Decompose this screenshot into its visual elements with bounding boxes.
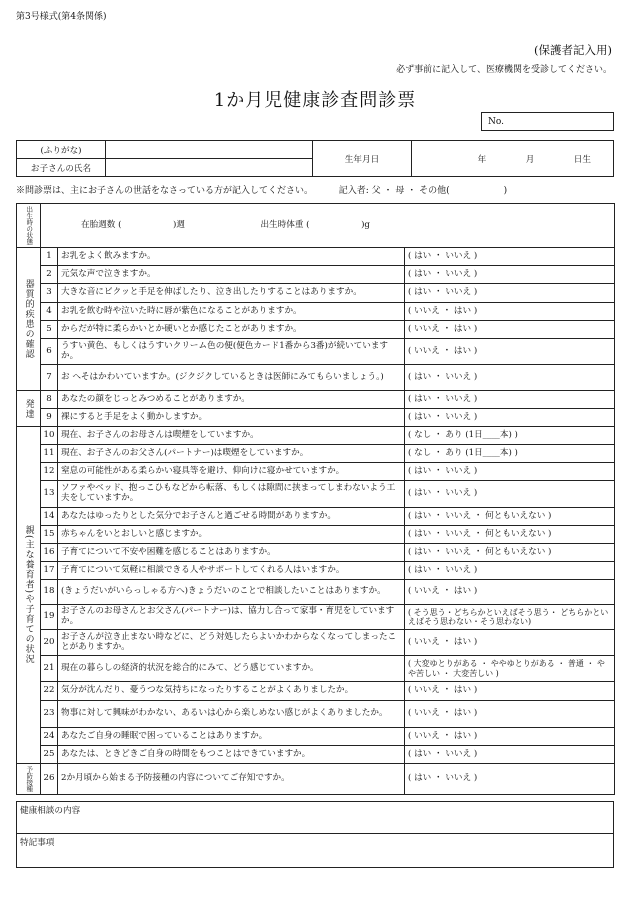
name-section: [16, 140, 614, 177]
question-text: 赤ちゃんをいとおしいと感じますか。: [58, 526, 405, 544]
question-number: 10: [41, 427, 58, 445]
question-row: [17, 445, 615, 463]
question-number: 6: [41, 339, 58, 365]
question-row: [17, 728, 615, 746]
day-label: 日生: [573, 154, 591, 165]
furigana-label: (ふりがな): [17, 141, 106, 159]
question-number: 17: [41, 562, 58, 580]
question-text: 物事に対して興味がわかない、あるいは心から楽しめない感じがよくありましたか。: [58, 701, 405, 728]
questionnaire-table: [16, 203, 615, 795]
question-row: [17, 605, 615, 630]
answer-options[interactable]: ( なし ・ あり (1日____本) ): [405, 445, 615, 463]
question-text: あなたは、ときどきご自身の時間をもつことはできていますか。: [58, 746, 405, 764]
answer-options[interactable]: ( いいえ ・ はい ): [405, 339, 615, 365]
guardian-label: (保護者記入用): [534, 43, 612, 57]
question-row: [17, 508, 615, 526]
child-name-field[interactable]: [106, 159, 313, 177]
question-text: 裸にすると手足をよく動かしますか。: [58, 409, 405, 427]
question-number: 18: [41, 580, 58, 605]
answer-options[interactable]: ( はい ・ いいえ ・ 何ともいえない ): [405, 544, 615, 562]
answer-options[interactable]: ( はい ・ いいえ ): [405, 391, 615, 409]
category-birth: 出生時の状態: [17, 204, 41, 248]
question-text: うすい黄色、もしくはうすいクリーム色の便(便色カード1番から3番)が続いていますか。: [58, 339, 405, 365]
question-row: [17, 544, 615, 562]
question-row: [17, 284, 615, 303]
answer-options[interactable]: ( そう思う・どちらかといえばそう思う・ どちらかといえばそう思わない・そう思わない): [405, 605, 615, 630]
question-number: 7: [41, 365, 58, 391]
category-organic: 器質的疾患の確認: [17, 248, 41, 391]
question-text: 現在の暮らしの経済的状況を総合的にみて、どう感じていますか。: [58, 656, 405, 682]
furigana-field[interactable]: [106, 141, 313, 159]
answer-options[interactable]: ( いいえ ・ はい ): [405, 580, 615, 605]
question-row: [17, 365, 615, 391]
answer-options[interactable]: ( はい ・ いいえ ): [405, 562, 615, 580]
answer-options[interactable]: ( はい ・ いいえ ): [405, 764, 615, 795]
question-text: 気分が沈んだり、憂うつな気持ちになったりすることがよくありましたか。: [58, 682, 405, 701]
question-row: [17, 391, 615, 409]
year-label: 年: [477, 154, 487, 165]
answer-options[interactable]: ( いいえ ・ はい ): [405, 728, 615, 746]
question-number: 14: [41, 508, 58, 526]
category-development: 発達: [17, 391, 41, 427]
question-number: 3: [41, 284, 58, 303]
question-text: お乳を飲む時や泣いた時に唇が紫色になることがありますか。: [58, 303, 405, 321]
question-number: 15: [41, 526, 58, 544]
birth-row: [17, 204, 615, 248]
question-text: からだが特に柔らかいとか硬いとか感じたことがありますか。: [58, 321, 405, 339]
question-text: 子育てについて不安や困難を感じることはありますか。: [58, 544, 405, 562]
note: ※問診票は、主にお子さんの世話をなさっている方が記入してください。: [16, 186, 314, 196]
question-number: 4: [41, 303, 58, 321]
birth-weight-field[interactable]: 出生時体重 ( )g: [260, 219, 370, 230]
writer-selector[interactable]: 記入者: 父 ・ 母 ・ その他( ): [338, 186, 508, 196]
consult-field[interactable]: [17, 802, 614, 834]
question-number: 21: [41, 656, 58, 682]
answer-options[interactable]: ( はい ・ いいえ ): [405, 284, 615, 303]
answer-options[interactable]: ( いいえ ・ はい ): [405, 630, 615, 656]
question-number: 16: [41, 544, 58, 562]
answer-options[interactable]: ( はい ・ いいえ ): [405, 248, 615, 266]
special-label: 特記事項: [20, 838, 55, 848]
page-title: 1か月児健康診査問診票: [213, 90, 417, 111]
question-row: [17, 656, 615, 682]
question-row: [17, 630, 615, 656]
answer-options[interactable]: ( はい ・ いいえ ): [405, 746, 615, 764]
answer-options[interactable]: ( 大変ゆとりがある ・ ややゆとりがある ・ 普通 ・ やや苦しい ・ 大変苦しい ): [405, 656, 615, 682]
question-number: 26: [41, 764, 58, 795]
answer-options[interactable]: ( はい ・ いいえ ): [405, 365, 615, 391]
question-number: 23: [41, 701, 58, 728]
question-text: 現在、お子さんのお母さんは喫煙をしていますか。: [58, 427, 405, 445]
question-row: [17, 321, 615, 339]
answer-options[interactable]: ( なし ・ あり (1日____本) ): [405, 427, 615, 445]
child-name-label: お子さんの氏名: [17, 159, 106, 177]
form-number: 第3号様式(第4条関係): [16, 12, 107, 22]
question-text: ソファやベッド、抱っこひもなどから転落、もしくは隙間に挟まってしまわないよう工夫をしていますか。: [58, 481, 405, 508]
question-number: 19: [41, 605, 58, 630]
question-text: お子さんのお母さんとお父さん(パートナー)は、協力し合って家事・育児をしていますか。: [58, 605, 405, 630]
question-row: [17, 746, 615, 764]
question-row: [17, 409, 615, 427]
question-row: [17, 266, 615, 284]
question-number: 5: [41, 321, 58, 339]
question-text: 子育てについて気軽に相談できる人やサポートしてくれる人はいますか。: [58, 562, 405, 580]
question-number: 1: [41, 248, 58, 266]
question-number: 8: [41, 391, 58, 409]
question-text: お乳をよく飲みますか。: [58, 248, 405, 266]
answer-options[interactable]: ( いいえ ・ はい ): [405, 682, 615, 701]
question-text: あなたの顔をじっとみつめることがありますか。: [58, 391, 405, 409]
footer-section: [16, 801, 614, 868]
question-number: 11: [41, 445, 58, 463]
question-text: 大きな音にビクッと手足を伸ばしたり、泣き出したりすることはありますか。: [58, 284, 405, 303]
question-row: [17, 303, 615, 321]
question-number: 24: [41, 728, 58, 746]
birthdate-label: 生年月日: [313, 141, 412, 177]
month-label: 月: [525, 154, 535, 165]
answer-options[interactable]: ( はい ・ いいえ ): [405, 481, 615, 508]
question-row: [17, 427, 615, 445]
question-row: [17, 481, 615, 508]
birthdate-field[interactable]: [412, 141, 614, 177]
question-text: 2か月頃から始まる予防接種の内容についてご存知ですか。: [58, 764, 405, 795]
question-text: あなたはゆったりとした気分でお子さんと過ごせる時間がありますか。: [58, 508, 405, 526]
question-text: あなたご自身の睡眠で困っていることはありますか。: [58, 728, 405, 746]
answer-options[interactable]: ( いいえ ・ はい ): [405, 701, 615, 728]
answer-options[interactable]: ( はい ・ いいえ ): [405, 409, 615, 427]
question-number: 22: [41, 682, 58, 701]
question-number: 12: [41, 463, 58, 481]
question-text: お へそはかわいていますか。(ジクジクしているときは医師にみてもらいましょう。): [58, 365, 405, 391]
answer-options[interactable]: ( はい ・ いいえ ): [405, 266, 615, 284]
answer-options[interactable]: ( はい ・ いいえ ・ 何ともいえない ): [405, 508, 615, 526]
question-text: (きょうだいがいらっしゃる方へ)きょうだいのことで相談したいことはありますか。: [58, 580, 405, 605]
question-row: [17, 682, 615, 701]
question-number: 2: [41, 266, 58, 284]
question-row: [17, 764, 615, 795]
note-text: [16, 183, 507, 196]
question-number: 9: [41, 409, 58, 427]
question-row: [17, 580, 615, 605]
question-number: 25: [41, 746, 58, 764]
category-parent: 親(主な養育者)や子育ての状況: [17, 427, 41, 764]
question-number: 13: [41, 481, 58, 508]
question-row: [17, 463, 615, 481]
consult-label: 健康相談の内容: [20, 806, 81, 816]
number-field[interactable]: No.: [481, 112, 614, 131]
answer-options[interactable]: ( いいえ ・ はい ): [405, 303, 615, 321]
question-text: 窒息の可能性がある柔らかい寝具等を避け、仰向けに寝かせていますか。: [58, 463, 405, 481]
question-number: 20: [41, 630, 58, 656]
question-row: [17, 562, 615, 580]
question-row: [17, 248, 615, 266]
question-row: [17, 526, 615, 544]
question-row: [17, 339, 615, 365]
special-notes-field[interactable]: [17, 834, 614, 868]
answer-options[interactable]: ( いいえ ・ はい ): [405, 321, 615, 339]
instruction-text: 必ず事前に記入して、医療機関を受診してください。: [396, 65, 612, 75]
question-text: お子さんが泣き止まない時などに、どう対処したらよいかわからなくなってしまったことがありますか。: [58, 630, 405, 656]
question-row: [17, 701, 615, 728]
category-vaccine: 予防接種: [17, 764, 41, 795]
gestational-weeks-field[interactable]: 在胎週数 ( )週: [81, 219, 185, 230]
answer-options[interactable]: ( はい ・ いいえ ): [405, 463, 615, 481]
question-text: 元気な声で泣きますか。: [58, 266, 405, 284]
answer-options[interactable]: ( はい ・ いいえ ・ 何ともいえない ): [405, 526, 615, 544]
question-text: 現在、お子さんのお父さん(パートナー)は喫煙をしていますか。: [58, 445, 405, 463]
